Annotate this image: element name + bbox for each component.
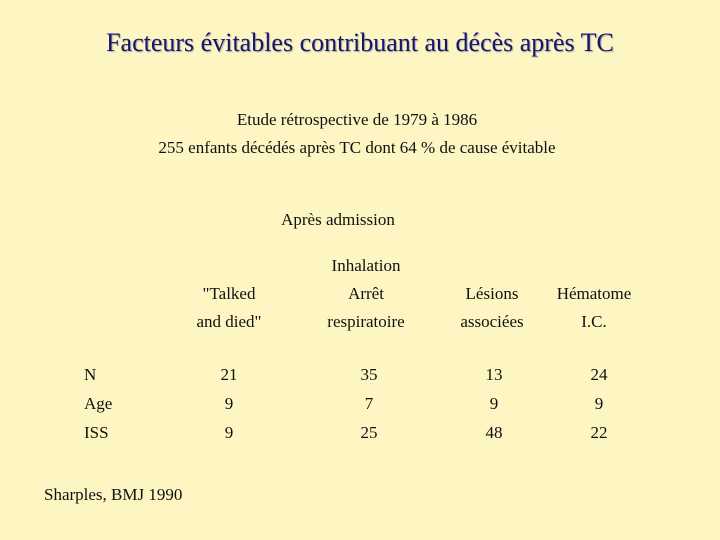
row-label-n: N <box>84 365 97 384</box>
table-cell: 48 <box>485 423 503 442</box>
column-header-line: Inhalation <box>331 256 401 275</box>
column-header-line: Hématome <box>556 284 632 303</box>
table-cell: 35 <box>360 365 378 384</box>
section-label: Après admission <box>281 210 395 229</box>
study-period: Etude rétrospective de 1979 à 1986 <box>236 110 478 129</box>
table-cell: 24 <box>590 365 608 384</box>
table-cell: 7 <box>364 394 374 413</box>
table-cell: 22 <box>590 423 608 442</box>
table-cell: 9 <box>224 423 234 442</box>
row-label-age: Age <box>84 394 113 413</box>
table-cell: 9 <box>224 394 234 413</box>
column-header-line: Lésions <box>465 284 519 303</box>
table-cell: 9 <box>594 394 604 413</box>
table-cell: 13 <box>485 365 503 384</box>
column-header-line: Arrêt <box>348 284 384 303</box>
column-header-line: respiratoire <box>327 312 405 331</box>
column-header-talked-and-died <box>149 252 309 336</box>
column-header-line: I.C. <box>581 312 607 331</box>
column-header-hematome <box>514 252 674 336</box>
table-cell: 21 <box>220 365 238 384</box>
column-header-line: and died" <box>196 312 262 331</box>
table-cell: 25 <box>360 423 378 442</box>
column-header-line: "Talked <box>202 284 256 303</box>
source-citation: Sharples, BMJ 1990 <box>44 485 183 504</box>
table-cell: 9 <box>489 394 499 413</box>
row-label-iss: ISS <box>84 423 109 442</box>
column-header-line: associées <box>460 312 524 331</box>
slide-title: Facteurs évitables contribuant au décès après TC <box>106 28 614 57</box>
study-population: 255 enfants décédés après TC dont 64 % de cause évitable <box>158 138 556 157</box>
